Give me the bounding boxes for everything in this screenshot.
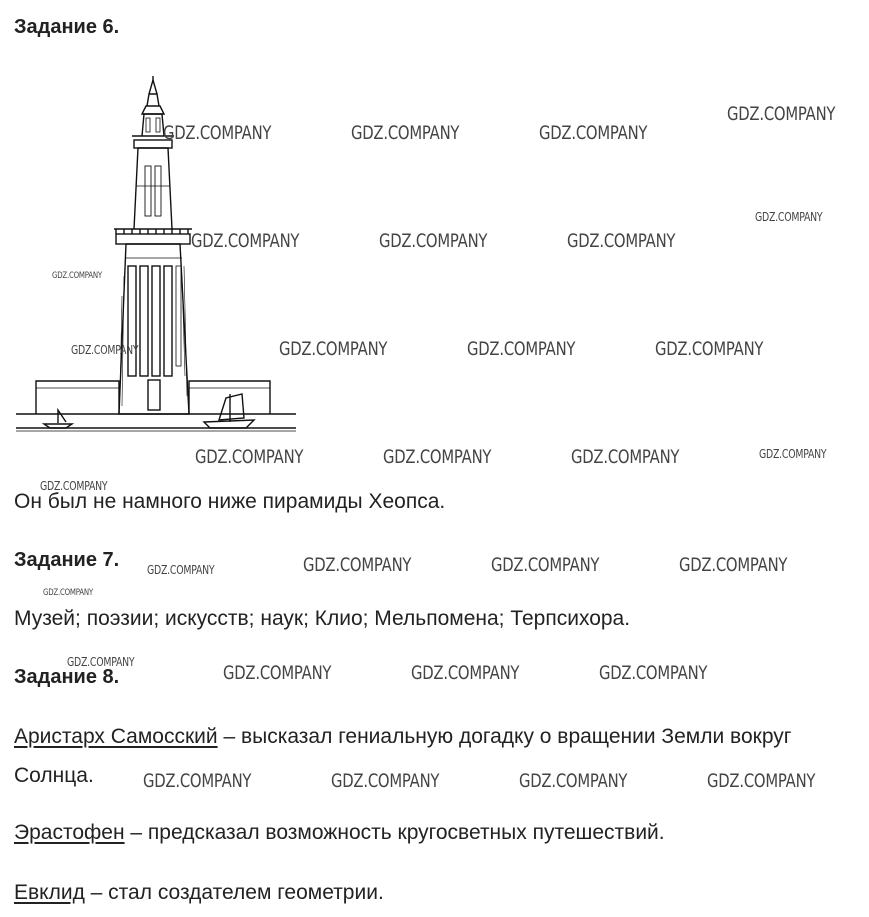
task-6-answer: Он был не намного ниже пирамиды Хеопса. bbox=[14, 490, 446, 513]
watermark: GDZ.COMPANY bbox=[519, 770, 628, 792]
watermark: GDZ.COMPANY bbox=[411, 662, 520, 684]
watermark: GDZ.COMPANY bbox=[331, 770, 440, 792]
term-aristarchus: Аристарх Самосский bbox=[14, 725, 218, 748]
watermark: GDZ.COMPANY bbox=[727, 103, 836, 125]
watermark: GDZ.COMPANY bbox=[755, 210, 823, 224]
watermark: GDZ.COMPANY bbox=[571, 446, 680, 468]
watermark: GDZ.COMPANY bbox=[351, 122, 460, 144]
watermark: GDZ.COMPANY bbox=[195, 446, 304, 468]
watermark: GDZ.COMPANY bbox=[467, 338, 576, 360]
term-eratosthenes: Эрастофен bbox=[14, 821, 125, 844]
watermark: GDZ.COMPANY bbox=[539, 122, 648, 144]
watermark: GDZ.COMPANY bbox=[491, 554, 600, 576]
watermark: GDZ.COMPANY bbox=[43, 588, 93, 598]
watermark: GDZ.COMPANY bbox=[52, 271, 102, 281]
task-6-heading: Задание 6. bbox=[14, 16, 120, 38]
definition-euclid: – стал создателем геометрии. bbox=[84, 881, 384, 904]
watermark: GDZ.COMPANY bbox=[71, 343, 139, 357]
watermark: GDZ.COMPANY bbox=[707, 770, 816, 792]
task-7-answer: Музей; поэзии; искусств; наук; Клио; Мельпомена; Терпсихора. bbox=[14, 607, 631, 630]
watermark: GDZ.COMPANY bbox=[147, 563, 215, 577]
task-7-heading: Задание 7. bbox=[14, 549, 120, 571]
watermark: GDZ.COMPANY bbox=[599, 662, 708, 684]
task-8-item-aristarchus bbox=[14, 725, 791, 749]
task-8-heading: Задание 8. bbox=[14, 666, 120, 688]
watermark: GDZ.COMPANY bbox=[163, 122, 272, 144]
watermark: GDZ.COMPANY bbox=[383, 446, 492, 468]
watermark: GDZ.COMPANY bbox=[303, 554, 412, 576]
watermark: GDZ.COMPANY bbox=[191, 230, 300, 252]
definition-aristarchus-line1: – высказал гениальную догадку о вращении Земли вокруг bbox=[217, 725, 792, 748]
task-8-item-aristarchus-cont: Солнца. bbox=[14, 764, 94, 787]
watermark: GDZ.COMPANY bbox=[567, 230, 676, 252]
definition-eratosthenes: – предсказал возможность кругосветных путешествий. bbox=[124, 821, 665, 844]
task-8-item-euclid bbox=[14, 881, 384, 905]
watermark: GDZ.COMPANY bbox=[679, 554, 788, 576]
task-8-item-eratosthenes bbox=[14, 821, 665, 845]
watermark: GDZ.COMPANY bbox=[655, 338, 764, 360]
watermark: GDZ.COMPANY bbox=[143, 770, 252, 792]
watermark: GDZ.COMPANY bbox=[40, 479, 108, 493]
watermark: GDZ.COMPANY bbox=[759, 447, 827, 461]
term-euclid: Евклид bbox=[14, 881, 85, 904]
watermark: GDZ.COMPANY bbox=[379, 230, 488, 252]
watermark: GDZ.COMPANY bbox=[279, 338, 388, 360]
watermark: GDZ.COMPANY bbox=[67, 655, 135, 669]
watermark: GDZ.COMPANY bbox=[223, 662, 332, 684]
